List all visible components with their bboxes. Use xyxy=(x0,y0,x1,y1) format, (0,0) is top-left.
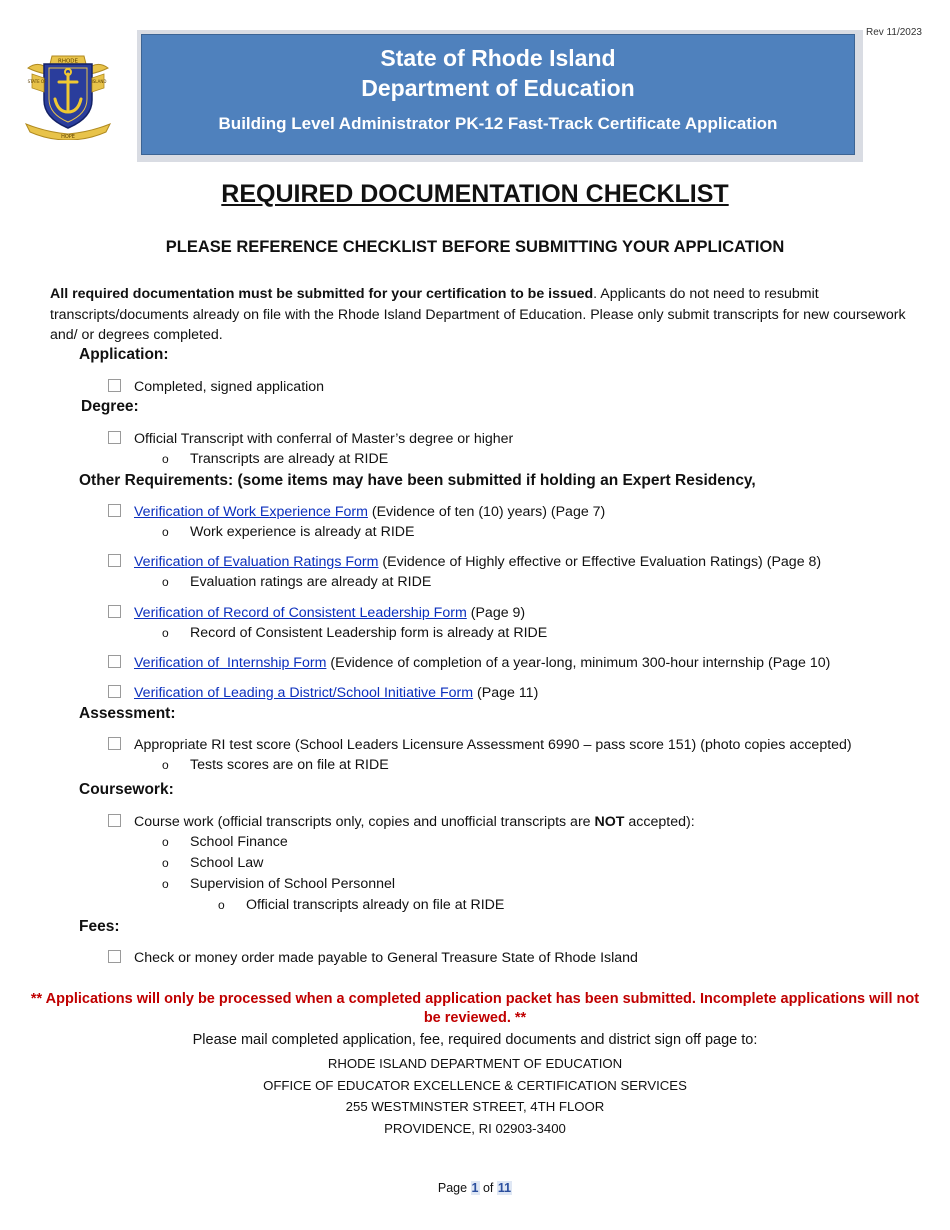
checkbox[interactable] xyxy=(108,655,121,668)
sub-label: Record of Consistent Leadership form is already at RIDE xyxy=(190,625,548,641)
sub-label: School Finance xyxy=(190,834,288,850)
header-application-title: Building Level Administrator PK-12 Fast-Track Certificate Application xyxy=(218,114,778,133)
checkbox[interactable] xyxy=(108,431,121,444)
item-label: Course work (official transcripts only, copies and unofficial transcripts are xyxy=(134,814,595,830)
section-coursework: Coursework: xyxy=(79,781,174,798)
sub-item-school-finance xyxy=(162,834,288,850)
evaluation-ratings-form-link[interactable]: Verification of Evaluation Ratings Form xyxy=(134,554,379,570)
sub-item-consistent-leadership xyxy=(162,625,547,641)
sub-label: Tests scores are on file at RIDE xyxy=(190,757,389,773)
bullet-icon: o xyxy=(162,452,169,466)
bullet-icon: o xyxy=(162,758,169,772)
consistent-leadership-form-link[interactable]: Verification of Record of Consistent Leadership Form xyxy=(134,605,467,621)
address-line-4: PROVIDENCE, RI 02903-3400 xyxy=(384,1121,566,1136)
sub-item-assessment xyxy=(162,757,389,773)
sub-sub-item-transcripts xyxy=(218,897,504,913)
sub-label: School Law xyxy=(190,855,264,871)
current-page: 1 xyxy=(471,1181,479,1195)
checklist-item-consistent-leadership xyxy=(108,604,525,622)
address-line-1: RHODE ISLAND DEPARTMENT OF EDUCATION xyxy=(327,1056,623,1071)
sub-label: Transcripts are already at RIDE xyxy=(190,451,389,467)
item-label: (Page 11) xyxy=(473,685,539,701)
of-word: of xyxy=(482,1181,494,1195)
sub-item-evaluation-ratings xyxy=(162,574,431,590)
checklist-item-evaluation-ratings xyxy=(108,553,821,571)
bullet-icon: o xyxy=(162,575,169,589)
checklist-item-work-experience xyxy=(108,503,605,521)
page-footer xyxy=(0,1181,950,1195)
seal-top-text: RHODE xyxy=(58,58,78,65)
bullet-icon: o xyxy=(218,898,225,912)
section-application: Application: xyxy=(79,346,169,363)
revision-date: Rev 11/2023 xyxy=(866,27,922,38)
total-pages: 11 xyxy=(497,1181,512,1195)
page-title: REQUIRED DOCUMENTATION CHECKLIST xyxy=(221,180,729,208)
header-banner xyxy=(141,34,855,155)
sub-item-supervision xyxy=(162,876,395,892)
seal-right-text: ISLAND xyxy=(91,79,107,84)
address-line-3: 255 WESTMINSTER STREET, 4TH FLOOR xyxy=(345,1099,605,1114)
checkbox[interactable] xyxy=(108,685,121,698)
item-label: Check or money order made payable to General Treasure State of Rhode Island xyxy=(134,950,638,966)
header-state: State of Rhode Island xyxy=(380,45,616,71)
page-subtitle: PLEASE REFERENCE CHECKLIST BEFORE SUBMITTING YOUR APPLICATION xyxy=(165,238,785,256)
section-assessment: Assessment: xyxy=(79,705,176,722)
item-label: Official Transcript with conferral of Master’s degree or higher xyxy=(134,431,514,447)
checklist-item-degree xyxy=(108,430,513,448)
item-label-end: accepted): xyxy=(624,814,695,830)
item-label: Appropriate RI test score (School Leaders Licensure Assessment 6990 – pass score 151) (photo copies accepted) xyxy=(134,737,852,753)
sub-label: Evaluation ratings are already at RIDE xyxy=(190,574,432,590)
intro-paragraph xyxy=(50,284,910,346)
checklist-item-assessment xyxy=(108,736,852,754)
intro-rest: . Applicants do not need to resubmit transcripts/documents already on file with the Rhode Island Department of Education. Please only submit transcripts for new coursework and/ or degrees completed. xyxy=(50,286,906,343)
sub-label: Work experience is already at RIDE xyxy=(190,524,415,540)
sub-label: Supervision of School Personnel xyxy=(190,876,396,892)
item-label: (Evidence of completion of a year-long, minimum 300-hour internship (Page 10) xyxy=(326,655,831,671)
header-department: Department of Education xyxy=(361,75,635,101)
sub-item-degree xyxy=(162,451,388,467)
warning-notice: ** Applications will only be processed when a completed application packet has been submitted. Incomplete applications will not be reviewed. ** xyxy=(30,991,920,1026)
checkbox[interactable] xyxy=(108,814,121,827)
checklist-item-fees xyxy=(108,949,638,967)
item-label-bold: NOT xyxy=(594,814,625,830)
checkbox[interactable] xyxy=(108,504,121,517)
bullet-icon: o xyxy=(162,856,169,870)
checkbox[interactable] xyxy=(108,737,121,750)
sub-item-school-law xyxy=(162,855,263,871)
seal-left-text: STATE OF xyxy=(27,79,47,84)
district-initiative-form-link[interactable]: Verification of Leading a District/School Initiative Form xyxy=(134,685,474,701)
work-experience-form-link[interactable]: Verification of Work Experience Form xyxy=(134,504,368,520)
mailing-instructions: Please mail completed application, fee, required documents and district sign off page to: xyxy=(192,1032,758,1048)
checkbox[interactable] xyxy=(108,605,121,618)
item-label: Completed, signed application xyxy=(134,379,325,395)
page-word: Page xyxy=(437,1181,468,1195)
sub-item-work-experience xyxy=(162,524,414,540)
sub-label: Official transcripts already on file at RIDE xyxy=(246,897,505,913)
checkbox[interactable] xyxy=(108,950,121,963)
item-label: (Evidence of Highly effective or Effective Evaluation Ratings) (Page 8) xyxy=(378,554,822,570)
checkbox[interactable] xyxy=(108,379,121,392)
internship-form-link[interactable]: Verification of Internship Form xyxy=(134,655,327,671)
checklist-item-internship xyxy=(108,654,830,672)
bullet-icon: o xyxy=(162,877,169,891)
address-line-2: OFFICE OF EDUCATOR EXCELLENCE & CERTIFICATION SERVICES xyxy=(263,1078,687,1093)
checkbox[interactable] xyxy=(108,554,121,567)
bullet-icon: o xyxy=(162,835,169,849)
bullet-icon: o xyxy=(162,525,169,539)
section-other-requirements: Other Requirements: (some items may have been submitted if holding an Expert Residency, xyxy=(79,472,756,489)
checklist-item-coursework xyxy=(108,813,695,831)
section-degree: Degree: xyxy=(81,398,139,415)
item-label: (Evidence of ten (10) years) (Page 7) xyxy=(367,504,606,520)
intro-bold: All required documentation must be submitted for your certification to be issued xyxy=(50,286,594,302)
item-label: (Page 9) xyxy=(466,605,526,621)
section-fees: Fees: xyxy=(79,918,120,935)
checklist-item-district-initiative xyxy=(108,684,538,702)
checklist-item-application xyxy=(108,378,324,396)
state-seal-logo xyxy=(22,52,114,140)
bullet-icon: o xyxy=(162,626,169,640)
seal-bottom-text: HOPE xyxy=(61,134,75,140)
